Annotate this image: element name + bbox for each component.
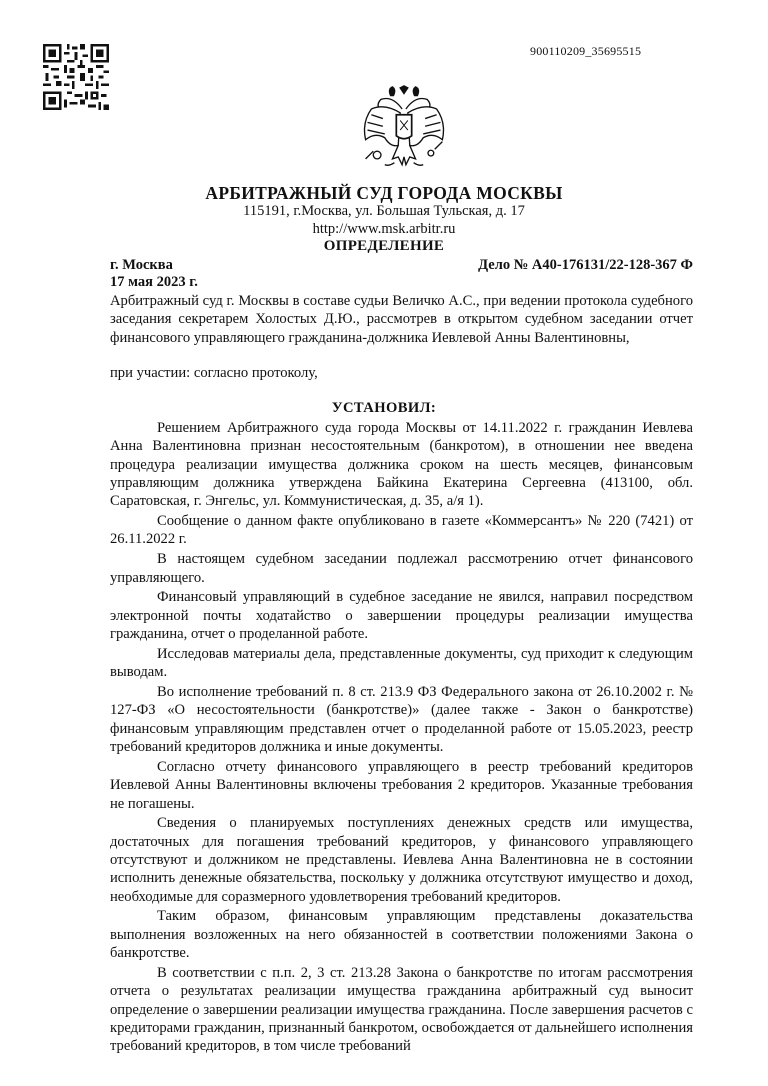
case-number: Дело № А40-176131/22-128-367 Ф [478, 257, 693, 273]
body-paragraph: Согласно отчету финансового управляющего в реестр требований кредиторов Иевлевой Анны Валентиновны включены требования 2 кредиторов. Указанные требования не погашены. [110, 758, 693, 812]
body-paragraph: Сведения о планируемых поступлениях денежных средств или имущества, достаточных для погашения требований кредиторов, у финансового управляющего отсутствуют и должником не представлены. Иевлева Анна Валентиновна не в состоянии исполнить денежные обязательства, поскольку у должника отсутствуют имущество и доход, необходимые для соразмерного удовлетворения требований кредиторов. [110, 815, 693, 905]
body-paragraph: Сообщение о данном факте опубликовано в газете «Коммерсантъ» № 220 (7421) от 26.11.2022 г. [110, 513, 693, 548]
court-website: http://www.msk.arbitr.ru [312, 221, 456, 237]
decision-date: 17 мая 2023 г. [110, 274, 198, 290]
document-body [110, 419, 693, 1057]
body-paragraph: Решением Арбитражного суда города Москвы от 14.11.2022 г. гражданин Иевлева Анна Валентиновна признан несостоятельным (банкротом), в отношении нее введена процедура реализации имущества должника сроком на шесть месяцев, финансовым управляющим должника утверждена Байкина Екатерина Сергеевна (413100, обл. Саратовская, г. Энгельс, ул. Коммунистическая, д. 35, а/я 1). [110, 420, 693, 510]
body-paragraph: В соответствии с п.п. 2, 3 ст. 213.28 Закона о банкротстве по итогам рассмотрения отчета о результатах реализации имущества гражданина арбитражный суд выносит определение о завершении реализации имущества гражданина. После завершения расчетов с кредиторами гражданин, признанный банкротом, освобождается от дальнейшего исполнения требований кредиторов, в том числе требований [110, 964, 693, 1055]
body-paragraph: Исследовав материалы дела, представленные документы, суд приходит к следующим выводам. [110, 645, 693, 681]
coat-of-arms-icon [356, 84, 452, 180]
intro-paragraph: Арбитражный суд г. Москвы в составе судьи Величко А.С., при ведении протокола судебного заседания секретарем Холостых Д.Ю., рассмотрев в открытом судебном заседании отчет финансового управляющего гражданина-должника Иевлевой Анны Валентиновны, [110, 293, 693, 346]
participation-line: при участии: согласно протоколу, [110, 365, 318, 381]
court-name: АРБИТРАЖНЫЙ СУД ГОРОДА МОСКВЫ [205, 183, 563, 203]
court-address: 115191, г.Москва, ул. Большая Тульская, д. 17 [243, 203, 525, 219]
document-type: ОПРЕДЕЛЕНИЕ [323, 238, 445, 254]
qr-code-icon [43, 44, 109, 110]
document-number: 900110209_35695515 [530, 44, 642, 58]
body-paragraph: Финансовый управляющий в судебное заседание не явился, направил посредством электронной почты ходатайство о завершении процедуры реализации имущества гражданина, отчет о проделанной работе. [110, 589, 693, 643]
body-paragraph: В настоящем судебном заседании подлежал рассмотрению отчет финансового управляющего. [110, 551, 693, 586]
city: г. Москва [110, 257, 173, 273]
established-heading: УСТАНОВИЛ: [331, 400, 437, 416]
body-paragraph: Таким образом, финансовым управляющим представлены доказательства выполнения возложенных на него обязанностей в соответствии положениями Закона о банкротстве. [110, 908, 693, 962]
body-paragraph: Во исполнение требований п. 8 ст. 213.9 ФЗ Федерального закона от 26.10.2002 г. № 127-ФЗ «О несостоятельности (банкротстве)» (далее также - Закон о банкротстве) финансовым управляющим представлен отчет о проделанной работе от 15.05.2023, реестр требований кредиторов должника и иные документы. [110, 684, 693, 756]
